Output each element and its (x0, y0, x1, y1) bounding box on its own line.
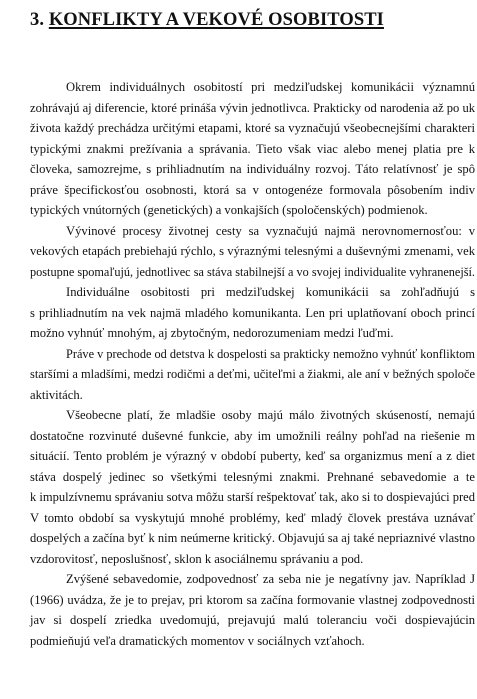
text-line (30, 98, 477, 118)
text-line-content: Práve v prechode od detstva k dospelosti sa prakticky nemožno vyhnúť konfliktom (66, 346, 475, 361)
text-line-content: dostatočne rozvinuté duševné funkcie, aby im umožnili reálny pohľad na riešenie m (30, 428, 475, 443)
text-line-content: typických vnútorných (genetických) a vonkajších (spoločenských) podmienok. (30, 203, 428, 217)
text-line-content: Zvýšené sebavedomie, zodpovednosť za seba nie je negatívny jav. Napríklad J (66, 572, 475, 586)
text-line (30, 200, 428, 220)
text-line (66, 344, 477, 364)
text-line-content: práve špecifickosťou osobnosti, ktorá sa v ontogenéze formovala pôsobením indiv (30, 182, 475, 197)
text-line-content: zohrávajú aj diferencie, ktoré prináša vývin jednotlivca. Prakticky od narodenia až po uk (30, 100, 475, 115)
text-line-content: človeka, samozrejme, s prihliadnutím na individuálny rozvoj. Táto relatívnosť je spô (30, 162, 475, 176)
text-line-content: dospelých a začína byť k nim neúmerne kritický. Objavujú sa aj také nepriaznivé vlastno (30, 531, 475, 545)
text-line-content: postupne spomaľujú, jednotlivec sa stáva stabilnejší a vo svojej individualite vyhranenejší. (30, 264, 475, 279)
text-line (30, 426, 475, 446)
text-line (30, 323, 394, 343)
text-line (30, 364, 477, 384)
text-line (30, 528, 477, 548)
text-line (66, 569, 475, 589)
section-number: 3. (30, 10, 45, 30)
text-line-content: (1966) uvádza, že je to prejav, pri ktorom sa začína formovanie vlastnej zodpovednosti (30, 592, 475, 607)
text-line-content: typickými znakmi prežívania a správania. Tieto však viac alebo menej platia pre k (30, 141, 475, 156)
text-line-content: staršími a mladšími, medzi rodičmi a deťmi, učiteľmi a žiakmi, ale aní v bežných spoloče (30, 367, 475, 381)
text-line-content: Vývinové procesy životnej cesty sa vyznačujú najmä nerovnomernosťou: v (66, 223, 475, 238)
text-line-content: života každý prechádza určitými etapami, ktoré sa vyznačujú všeobecnejšími charakteri (30, 121, 475, 135)
section-title: KONFLIKTY A VEKOVÉ OSOBITOSTI (48, 10, 384, 30)
text-line (30, 241, 475, 261)
text-line-content: Individuálne osobitosti pri medziľudskej komunikácii sa zohľadňujú s (66, 285, 475, 299)
text-line (66, 405, 475, 425)
text-line-content: vekových etapách prebiehajú rýchlo, s výraznými telesnými a duševnými zmenami, vek (30, 244, 475, 258)
text-line (30, 262, 477, 282)
text-line-content: aktivitách. (30, 387, 83, 402)
text-line (30, 631, 365, 651)
text-line (30, 159, 475, 179)
text-line-content: V tomto období sa vyskytujú mnohé problémy, keď mladý človek prestáva uznávať (30, 510, 475, 525)
text-line (30, 590, 475, 610)
text-line-content: Okrem individuálnych osobitostí pri medziľudskej komunikácii významnú (66, 80, 475, 94)
text-line-content: možno vyhnúť mnohým, aj zbytočným, nedorozumeniam medzi ľuďmi. (30, 326, 394, 340)
text-line (30, 487, 477, 507)
text-line-content: stáva dospelý jedinec so všetkými telesnými znakmi. Prehnané sebavedomie a te (30, 469, 475, 484)
text-line (30, 467, 475, 487)
text-line (30, 446, 475, 466)
text-line-content: s prihliadnutím na vek najmä mladého komunikanta. Len pri uplatňovaní oboch princí (30, 305, 475, 320)
text-line (30, 139, 475, 159)
text-line (30, 385, 83, 405)
text-line (30, 508, 475, 528)
text-line-content: situácií. Tento problém je výrazný v období puberty, keď sa organizmus mení a z diet (30, 449, 475, 463)
text-line (30, 549, 363, 569)
text-line-content: podmieňujú veľa dramatických momentov v sociálnych vzťahoch. (30, 633, 365, 648)
text-line (30, 610, 475, 630)
text-line (30, 118, 475, 138)
text-line-content: Všeobecne platí, že mladšie osoby majú málo životných skúseností, nemajú (66, 408, 475, 422)
text-line (30, 303, 475, 323)
text-line (30, 180, 475, 200)
text-line (66, 221, 475, 241)
section-heading (30, 8, 384, 32)
text-line-content: jav si dospelí zriedka uvedomujú, prejavujú malú toleranciu voči dospievajúcin (30, 613, 475, 627)
text-line-content: vzdorovitosť, neposlušnosť, sklon k asociálnemu správaniu a pod. (30, 551, 364, 566)
text-line-content: k impulzívnemu správaniu sotva môžu starší rešpektovať tak, ako si to dospievajúci pred (30, 490, 475, 504)
text-line (66, 77, 475, 97)
text-line (66, 282, 475, 302)
